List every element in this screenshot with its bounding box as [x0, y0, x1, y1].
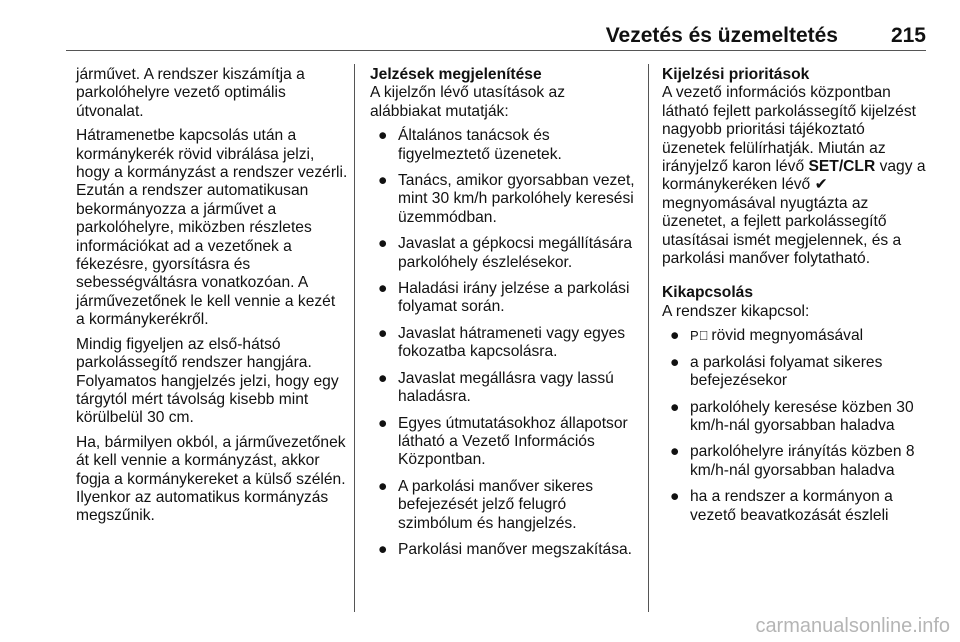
bullet-icon: ● — [378, 127, 388, 145]
bullet-icon: ● — [378, 414, 388, 432]
paragraph: Hátramenetbe kapcsolás után a kormánykerék rövid vibrálása jelzi, hogy a kormányzást a rendszer vezérli. Ezután a rendszer automatikusan bekormányozza a járművet a parkolóhelyre, miközben részletes információkat ad a vezetőnek a fékezésre, gyorsításra és sebességváltásra vonatkozóan. A járművezetőnek le kell vennie a kezét a kormánykerékről. — [76, 127, 348, 329]
parking-button-icon: P⃞ — [690, 328, 708, 344]
section-heading-off: Kikapcsolás — [662, 284, 754, 302]
off-list — [662, 327, 932, 525]
bullet-icon: ● — [670, 398, 680, 416]
bullet-icon: ● — [378, 172, 388, 190]
section-intro: A rendszer kikapcsol: — [662, 302, 810, 320]
list-item: ● Tanács, amikor gyorsabban vezet, mint 30 km/h parkolóhely keresési üzemmódban. — [378, 172, 635, 226]
bullet-icon: ● — [378, 280, 388, 298]
list-item: ● parkolóhelyre irányítás közben 8 km/h-nál gyorsabban haladva — [670, 443, 915, 479]
set-clr-button-label: SET/CLR — [808, 158, 876, 176]
list-item: ● ha a rendszer a kormányon a vezető beavatkozását észleli — [670, 488, 893, 524]
section-heading-priority: Kijelzési prioritások — [662, 66, 810, 83]
column-1 — [76, 66, 348, 532]
paragraph: Ha, bármilyen okból, a járművezetőnek át kell vennie a kormányzást, akkor fogja a kormánykereket a külső szélén. Ilyenkor az automatikus kormányzás megszűnik. — [76, 433, 346, 525]
bullet-icon: ● — [378, 477, 388, 495]
page-header — [66, 0, 926, 51]
section-heading-display: Jelzések megjelenítése — [370, 66, 542, 83]
list-item: ● Haladási irány jelzése a parkolási folyamat során. — [378, 280, 630, 316]
bullet-icon: ● — [378, 324, 388, 342]
watermark: carmanualsonline.info — [755, 615, 950, 637]
list-item: ● Parkolási manőver megszakítása. — [378, 540, 633, 558]
list-item: ● P⃞ rövid megnyomásával — [670, 327, 864, 345]
list-item: ● Egyes útmutatásokhoz állapotsor látható a Vezető Információs Központban. — [378, 414, 628, 469]
bullet-icon: ● — [670, 353, 680, 371]
priority-paragraph: A vezető információs központban látható fejlett parkolássegítő kijelzést nagyobb prioritási tájékoztató üzenetek felülírhatják. Miután az irányjelző karon lévő SET/CLR vagy a kormánykeréken lévő ✔ megnyomásával nyugtázta az üzenetet, a fejlett parkolássegítő utasításai ismét megjelennek, és a parkolási manőver folytatható. — [662, 84, 926, 268]
list-item: ● parkolóhely keresése közben 30 km/h-nál gyorsabban haladva — [670, 398, 914, 434]
list-item: ● a parkolási folyamat sikeres befejezésekor — [670, 353, 883, 390]
column-divider — [354, 64, 355, 612]
bullet-icon: ● — [378, 235, 388, 253]
check-icon: ✔ — [814, 176, 828, 194]
page-title: Vezetés és üzemeltetés — [605, 24, 838, 47]
display-list — [370, 127, 638, 559]
page-number: 215 — [890, 24, 926, 47]
list-item: ● Javaslat a gépkocsi megállítására parkolóhely észlelésekor. — [378, 235, 633, 271]
paragraph: járművet. A rendszer kiszámítja a parkolóhelyre vezető optimális útvonalat. — [76, 66, 305, 120]
column-2 — [370, 66, 638, 567]
list-item: ● Javaslat hátrameneti vagy egyes fokozatba kapcsolásra. — [378, 324, 626, 361]
section-intro: A kijelzőn lévő utasítások az alábbiakat mutatják: — [370, 84, 566, 120]
bullet-icon: ● — [378, 369, 388, 387]
bullet-icon: ● — [378, 540, 388, 558]
column-divider — [648, 64, 649, 612]
paragraph: Mindig figyeljen az első-hátsó parkolássegítő rendszer hangjára. Folyamatos hangjelzés jelzi, hogy egy tárgytól mért távolság kisebb mint körülbelül 30 cm. — [76, 335, 339, 427]
column-3 — [662, 66, 932, 533]
list-item: ● Javaslat megállásra vagy lassú haladásra. — [378, 369, 614, 406]
bullet-icon: ● — [670, 327, 680, 345]
bullet-icon: ● — [670, 488, 680, 506]
list-item: ● Általános tanácsok és figyelmeztető üzenetek. — [378, 127, 562, 163]
list-item: ● A parkolási manőver sikeres befejezését jelző felugró szimbólum és hangjelzés. — [378, 477, 594, 532]
bullet-icon: ● — [670, 443, 680, 461]
